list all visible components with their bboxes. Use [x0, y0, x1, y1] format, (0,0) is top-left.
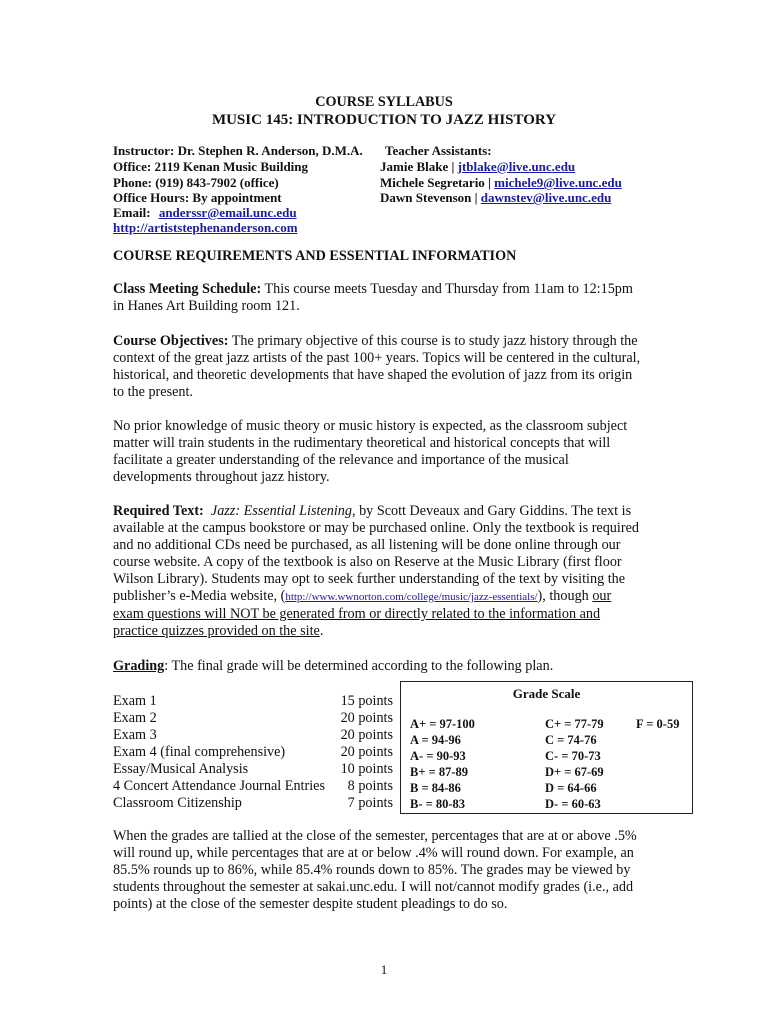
- paragraph-line: and no additional CDs need be purchased, as all listening will be done online through our: [113, 537, 621, 553]
- paragraph-line: matter will train students in the rudimentary theoretical and historical concepts that will: [113, 435, 611, 451]
- instructor-name: Instructor: Dr. Stephen R. Anderson, D.M.A.: [113, 143, 363, 158]
- paragraph-line: publisher’s e-Media website, (: [113, 588, 286, 604]
- assistant-row: [380, 158, 575, 175]
- email-label: Email:: [113, 205, 151, 220]
- grade-scale-entry: B- = 80-83: [410, 797, 466, 811]
- grade-scale-title: Grade Scale: [512, 686, 581, 701]
- instructor-website-link[interactable]: http://artiststephenanderson.com: [113, 220, 298, 235]
- paragraph-line: Wilson Library). Students may opt to seek further understanding of the text by visiting the: [113, 571, 626, 587]
- grading-points: 10 points: [340, 761, 393, 777]
- grading-points: 7 points: [347, 795, 393, 811]
- paragraph-line: will round up, while percentages that are at or below .4% will round down. For example, an: [113, 845, 634, 861]
- grading-points: 20 points: [340, 710, 393, 726]
- paragraph-line: No prior knowledge of music theory or music history is expected, as the classroom subject: [113, 418, 628, 434]
- grade-scale-entry: A = 94-96: [410, 733, 461, 747]
- grade-scale-entry: D+ = 67-69: [545, 765, 604, 779]
- paragraph-line: points) at the close of the semester despite student pleadings to do so.: [113, 896, 508, 912]
- assistant-email-link[interactable]: jtblake@live.unc.edu: [457, 159, 576, 174]
- grading-row: [113, 778, 393, 795]
- required-text-paragraph: [113, 503, 661, 640]
- paragraph-line: 85.5% rounds up to 86%, while 85.4% rounds down to 85%. The grades may be viewed by: [113, 862, 631, 878]
- grade-scale-entry: A- = 90-93: [410, 749, 466, 763]
- schedule-text: in Hanes Art Building room 121.: [113, 298, 300, 314]
- grade-scale-entry: C = 74-76: [545, 733, 597, 747]
- grading-row: [113, 710, 393, 727]
- instructor-hours: Office Hours: By appointment: [113, 190, 282, 205]
- paragraph-line: course website. A copy of the textbook is also on Reserve at the Music Library (first floor: [113, 554, 622, 570]
- grading-item: Exam 3: [113, 727, 157, 743]
- assistant-name: Jamie Blake |: [380, 159, 455, 174]
- paragraph-line: available at the campus bookstore or may be purchased online. Only the textbook is required: [113, 520, 639, 536]
- grading-row: [113, 744, 393, 761]
- objectives-text: The primary objective of this course is to study jazz history through the: [228, 333, 638, 349]
- paragraph-line: ), though: [537, 588, 593, 604]
- page-title: COURSE SYLLABUS: [315, 94, 453, 110]
- assistant-name: Michele Segretario |: [380, 175, 491, 190]
- schedule-label: Class Meeting Schedule:: [113, 281, 262, 297]
- paragraph-line: students throughout the semester at sakai.unc.edu. I will not/cannot modify grades (i.e., add: [113, 879, 634, 895]
- grading-item: 4 Concert Attendance Journal Entries: [113, 778, 325, 794]
- paragraph-line: When the grades are tallied at the close of the semester, percentages that are at or above .5%: [113, 828, 637, 844]
- paragraph-line: developments throughout jazz history.: [113, 469, 330, 485]
- assistants-heading: Teacher Assistants:: [385, 143, 492, 158]
- objectives-paragraph: [113, 333, 661, 401]
- grading-row: [113, 761, 393, 778]
- prior-knowledge-paragraph: [113, 418, 661, 486]
- grading-points: 20 points: [340, 727, 393, 743]
- underlined-text: practice quizzes provided on the site: [113, 623, 320, 639]
- assistant-row: [380, 189, 611, 206]
- rounding-paragraph: [113, 828, 661, 913]
- grading-item: Essay/Musical Analysis: [113, 761, 249, 777]
- grading-text: : The final grade will be determined according to the following plan.: [164, 658, 554, 674]
- schedule-text: This course meets Tuesday and Thursday from 11am to 12:15pm: [261, 281, 633, 297]
- objectives-label: Course Objectives:: [113, 333, 229, 349]
- grade-scale-entry: F = 0-59: [636, 717, 680, 731]
- grading-row: [113, 795, 393, 812]
- grading-item: Exam 2: [113, 710, 157, 726]
- grading-row: [113, 727, 393, 744]
- underlined-text: our: [592, 588, 612, 604]
- grading-points: 8 points: [347, 778, 393, 794]
- grading-label: Grading: [113, 658, 165, 674]
- grading-intro: [113, 658, 553, 675]
- grading-item: Exam 4 (final comprehensive): [113, 744, 286, 760]
- paragraph-line: .: [319, 623, 324, 639]
- grading-item: Classroom Citizenship: [113, 795, 242, 811]
- paragraph-line: , by Scott Deveaux and Gary Giddins. The text is: [351, 503, 632, 519]
- grading-points: 15 points: [340, 693, 393, 709]
- objectives-text: context of the great jazz artists of the past 100+ years. Topics will be centered in the cultural,: [113, 350, 641, 366]
- instructor-phone: Phone: (919) 843-7902 (office): [113, 175, 279, 190]
- grade-scale-entry: B+ = 87-89: [410, 765, 468, 779]
- objectives-text: to the present.: [113, 384, 193, 400]
- schedule-paragraph: [113, 281, 661, 315]
- grading-item: Exam 1: [113, 693, 157, 709]
- assistant-name: Dawn Stevenson |: [380, 190, 478, 205]
- assistant-email-link[interactable]: dawnstev@live.unc.edu: [480, 190, 612, 205]
- paragraph-line: facilitate a greater understanding of the relevance and importance of the musical: [113, 452, 569, 468]
- instructor-office: Office: 2119 Kenan Music Building: [113, 159, 309, 174]
- textbook-title: Jazz: Essential Listening: [210, 503, 352, 519]
- grade-scale-box: [400, 681, 693, 814]
- section-heading: COURSE REQUIREMENTS AND ESSENTIAL INFORMATION: [113, 248, 517, 264]
- required-text-label: Required Text:: [113, 503, 204, 519]
- assistant-email-link[interactable]: michele9@live.unc.edu: [494, 175, 622, 190]
- grade-scale-entry: B = 84-86: [410, 781, 461, 795]
- objectives-text: historical, and theoretic developments that have shaped the evolution of jazz from its origin: [113, 367, 633, 383]
- grade-scale-entry: D = 64-66: [545, 781, 597, 795]
- grading-row: [113, 693, 393, 710]
- grade-scale-entry: C+ = 77-79: [545, 717, 604, 731]
- instructor-email-link[interactable]: anderssr@email.unc.edu: [158, 205, 297, 220]
- grade-scale-entry: A+ = 97-100: [410, 717, 475, 731]
- underlined-text: exam questions will NOT be generated from or directly related to the information and: [113, 606, 601, 622]
- publisher-website-link[interactable]: http://www.wwnorton.com/college/music/jazz-essentials/: [285, 591, 538, 603]
- page-number: 1: [380, 962, 388, 977]
- grading-points: 20 points: [340, 744, 393, 760]
- course-title: MUSIC 145: INTRODUCTION TO JAZZ HISTORY: [211, 112, 557, 128]
- grade-scale-entry: D- = 60-63: [545, 797, 601, 811]
- grade-scale-entry: C- = 70-73: [545, 749, 601, 763]
